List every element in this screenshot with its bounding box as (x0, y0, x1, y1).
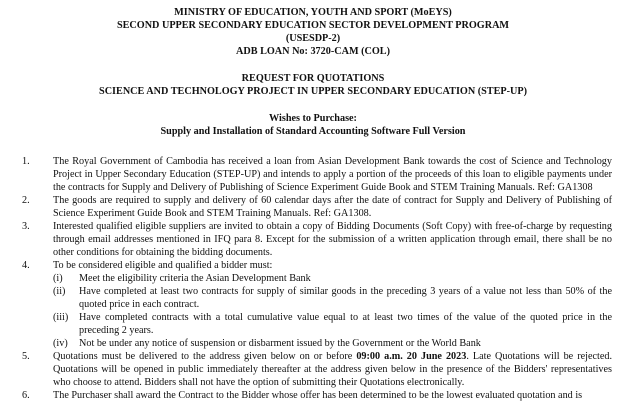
rfq-heading: REQUEST FOR QUOTATIONS (241, 73, 385, 84)
list-number: 2. (22, 195, 30, 206)
list-text: The Purchaser shall award the Contract to the Bidder whose offer has been determined to be the lowest evaluated quotation and is (53, 390, 583, 401)
list-item (0, 259, 626, 272)
sub-list-item (0, 285, 626, 311)
numbered-list (0, 155, 626, 402)
sub-list-number: (ii) (53, 286, 66, 297)
sub-list-item (0, 337, 626, 350)
sub-list-number: (iv) (53, 338, 68, 349)
list-number: 1. (22, 156, 30, 167)
sub-list-text: Have completed contracts with a total cumulative value equal to at least two times of the value of the quoted price in the preceding 2 years. (79, 312, 612, 336)
header-program: SECOND UPPER SECONDARY EDUCATION SECTOR DEVELOPMENT PROGRAM (116, 20, 510, 31)
sub-list-item (0, 311, 626, 337)
list-number: 5. (22, 351, 30, 362)
list-item (0, 350, 626, 389)
header-ministry: MINISTRY OF EDUCATION, YOUTH AND SPORT (MoEYS) (174, 7, 452, 18)
list-text: Quotations must be delivered to the address given below on or before (53, 351, 357, 362)
sub-list-number: (iii) (53, 312, 69, 323)
ministry-header (0, 6, 626, 58)
rfq-title (0, 72, 626, 98)
list-item (0, 220, 626, 259)
sub-list-text: Not be under any notice of suspension or disbarment issued by the Government or the World Bank (79, 338, 481, 349)
list-text: . Late Quotations will be rejected. Quotations will be opened in public immediately thereafter at the address given below in the presence of the Bidders' representatives who choose to attend. Bidders shall not have the option of submitting their Quotations electronically. (53, 351, 612, 388)
list-text: Interested qualified eligible suppliers are invited to obtain a copy of Bidding Documents (Soft Copy) with free-of-charge by requesting through email addresses mentioned in IFQ para 8. Except for the submission of a written application through email, there shall be no other conditions for obtaining the bidding documents. (53, 221, 612, 258)
list-text: The goods are required to supply and delivery of 60 calendar days after the date of contract for Supply and Delivery of Publishing of Science Experiment Guide Book and STEM Training Manuals. Ref: GA1308. (53, 195, 612, 219)
sub-list-number: (i) (53, 273, 63, 284)
sub-list-text: Have completed at least two contracts for supply of similar goods in the preceding 3 years of a value not less than 50% of the quoted price in each contract. (79, 286, 612, 310)
sub-list-item (0, 272, 626, 285)
list-number: 6. (22, 390, 30, 401)
list-number: 3. (22, 221, 30, 232)
list-item (0, 194, 626, 220)
wishes-heading: Wishes to Purchase: (269, 113, 357, 124)
list-item (0, 389, 626, 402)
list-text: To be considered eligible and qualified a bidder must: (53, 260, 273, 271)
header-loan-number: ADB LOAN No: 3720-CAM (COL) (236, 46, 390, 57)
header-program-code: (USESDP-2) (285, 33, 341, 44)
sub-list-text: Meet the eligibility criteria the Asian Development Bank (79, 273, 311, 284)
wishes-block (0, 112, 626, 138)
purchase-subject: Supply and Installation of Standard Accounting Software Full Version (160, 126, 466, 137)
list-number: 4. (22, 260, 30, 271)
submission-deadline: 09:00 a.m. 20 June 2023 (356, 351, 467, 362)
project-heading: SCIENCE AND TECHNOLOGY PROJECT IN UPPER SECONDARY EDUCATION (STEP-UP) (99, 86, 527, 97)
list-text: The Royal Government of Cambodia has received a loan from Asian Development Bank towards the cost of Science and Technology Project in Upper Secondary Education (STEP-UP) and intends to apply a portion of the proceeds of this loan to eligible payments under the contracts for Supply and Delivery of Publishing of Science Experiment Guide Book and STEM Training Manuals. Ref: GA1308 (53, 156, 612, 193)
list-item (0, 155, 626, 194)
